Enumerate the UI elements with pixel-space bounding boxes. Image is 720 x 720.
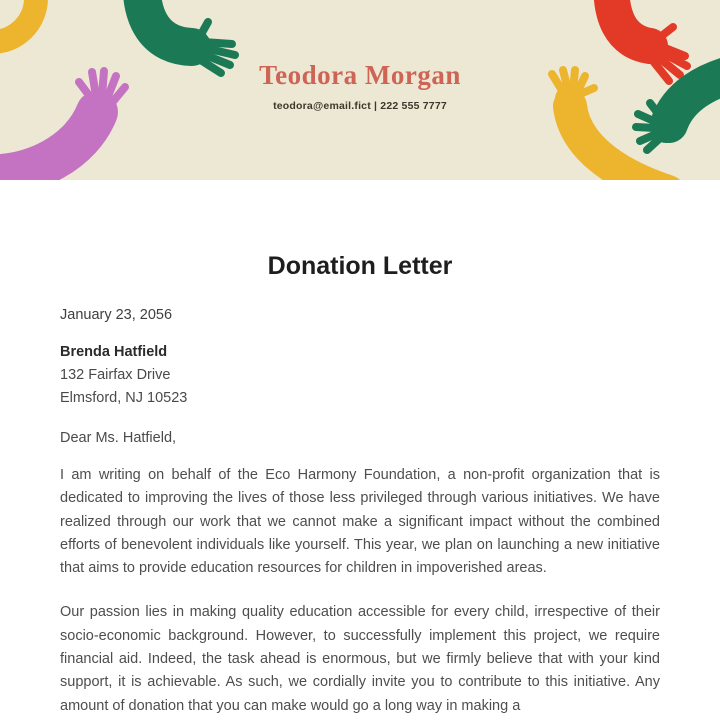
- recipient-address-line1: 132 Fairfax Drive: [60, 367, 171, 383]
- yellow-arc-decoration: [0, 0, 36, 42]
- letter-date: January 23, 2056: [60, 307, 173, 323]
- recipient-address-line2: Elmsford, NJ 10523: [60, 390, 188, 406]
- paragraph-2: Our passion lies in making quality education accessible for every child, irrespective of their socio-economic background. However, to successfully implement this project, we require financial aid. Indeed, the task ahead is enormous, but we firmly believe that with your kind support, it is achievable. As such, we cordially invite you to contribute to this initiative. Any amount of donation that you can make would go a long way in making a: [60, 604, 660, 714]
- recipient-block: [60, 341, 660, 410]
- recipient-name: Brenda Hatfield: [60, 344, 168, 360]
- letter-body: [0, 180, 720, 718]
- sender-contact: teodora@email.fict | 222 555 7777: [273, 100, 447, 112]
- letterhead: [0, 0, 720, 180]
- paragraph-1: I am writing on behalf of the Eco Harmony Foundation, a non-profit organization that is dedicated to improving the lives of those less privileged through various initiatives. We have realized through our work that we cannot make a significant impact without the combined efforts of benevolent individuals like yourself. This year, we plan on launching a new initiative that aims to provide education resources for children in impoverished areas.: [60, 467, 660, 577]
- salutation: Dear Ms. Hatfield,: [60, 430, 177, 446]
- page-title: Donation Letter: [267, 252, 453, 280]
- letterhead-text: [0, 60, 720, 112]
- sender-name: Teodora Morgan: [259, 60, 461, 90]
